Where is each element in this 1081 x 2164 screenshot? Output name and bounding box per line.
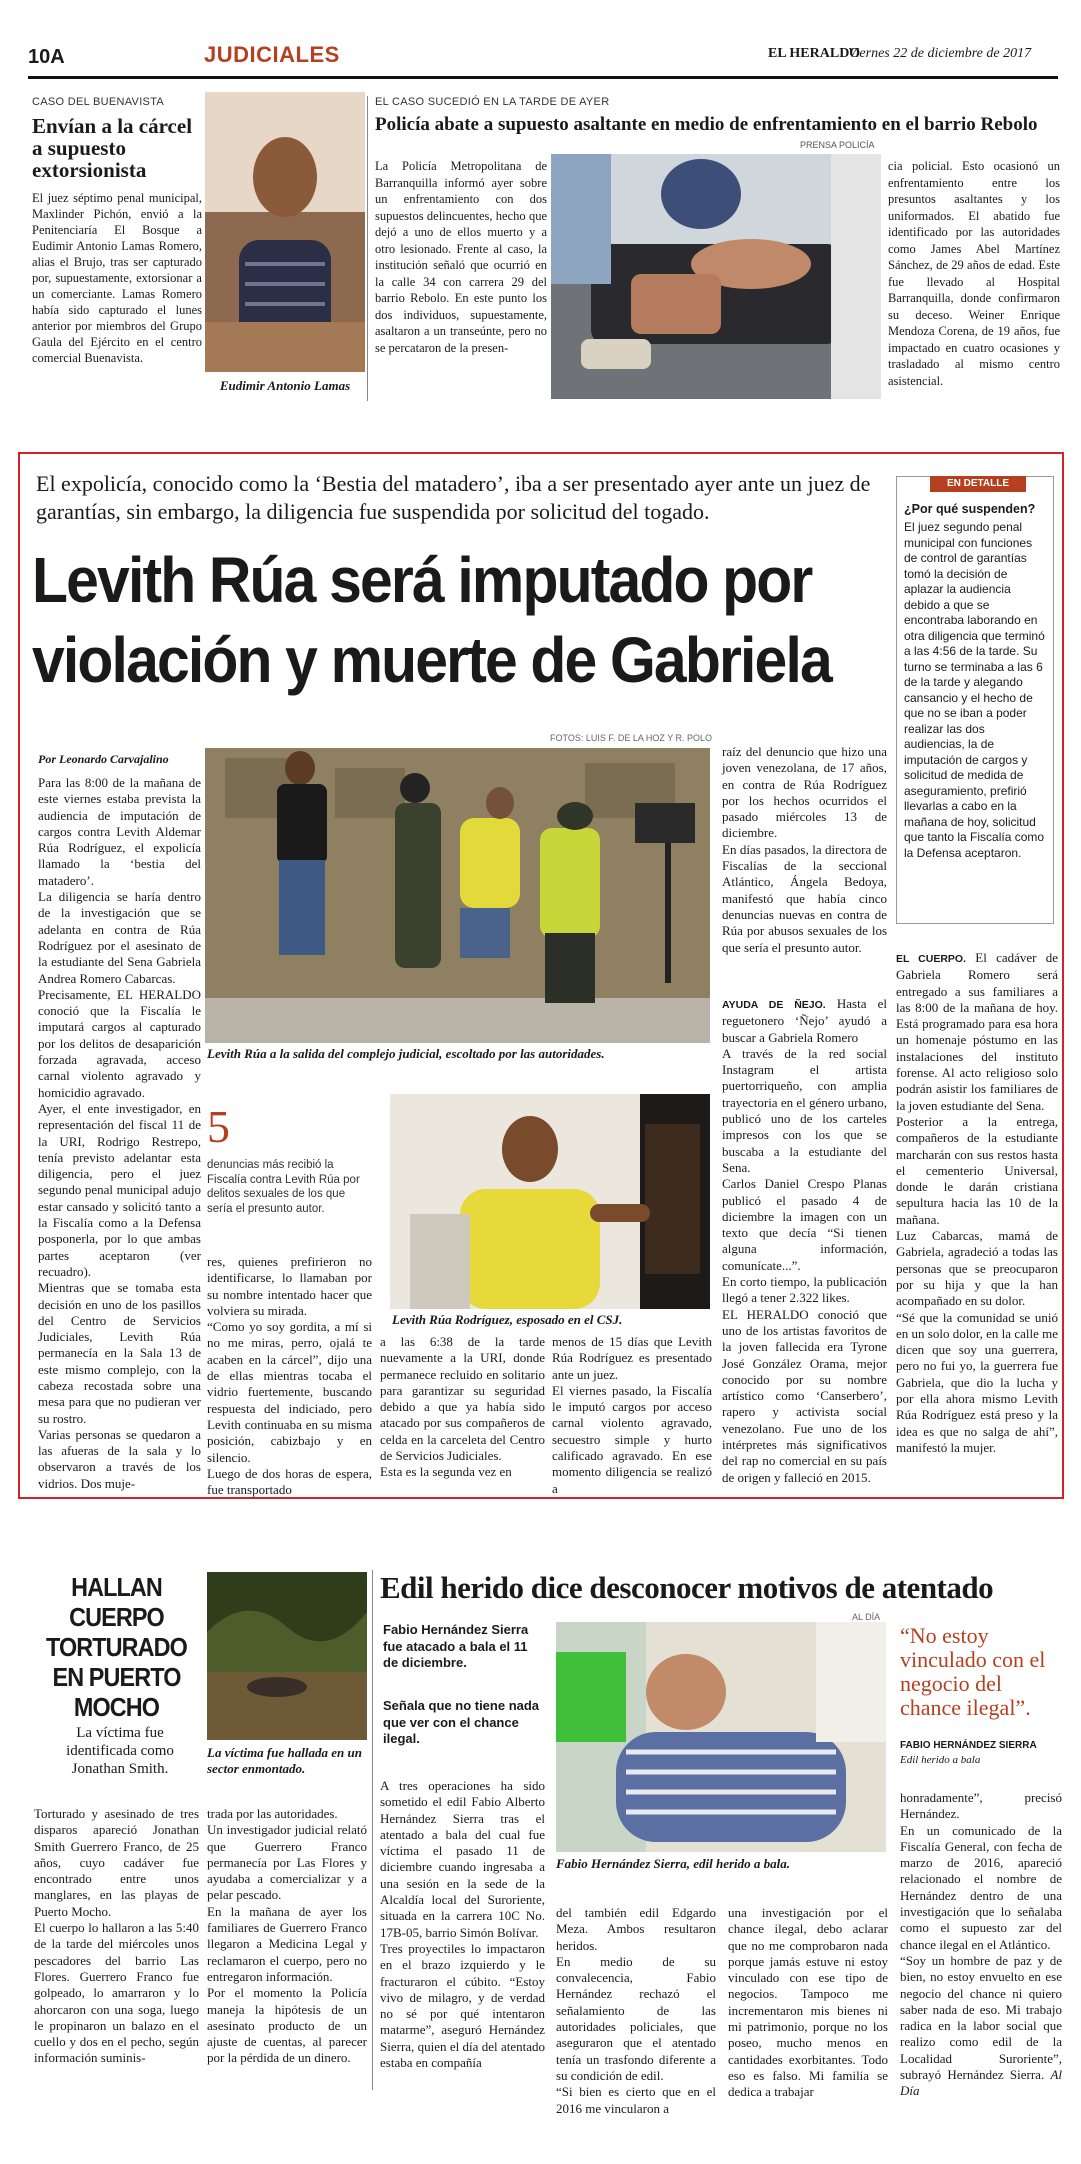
- story4-headline: Edil herido dice desconocer motivos de atentado: [380, 1570, 994, 1605]
- col4-text: honradamente”, precisó Hernández. En un comunicado de la Fiscalía General, con fecha de marzo de 2016, apareció relacionado el nombre de Hernández dentro de una investigación que lo señalaba como el supuesto zar del chance ilegal en el Atlántico. “Soy un hombre de paz y de bien, no estoy envuelto en ese negocio del chance ni quiero saber nada de eso. Mi trabajo radica en la labor social que realizo como edil de la Localidad Suroriente”, subrayó Hernández Sierra.: [900, 1790, 1062, 2083]
- story2-kicker: EL CASO SUCEDIÓ EN LA TARDE DE AYER: [375, 96, 610, 108]
- photo1-caption: Levith Rúa a la salida del complejo judicial, escoltado por las autoridades.: [207, 1046, 605, 1061]
- story3-col1: Torturado y asesinado de tres disparos apareció Jonathan Smith Guerrero Franco, de 25 años, cuyo cadáver fue encontrado entre unos manglares, en las playas de Puerto Mocho. El cuerpo lo hallaron a las 5:40 de la tarde del miércoles unos pescadores del barrio Las Flores. Guerrero Franco fue golpeado, lo amarraron y lo ahorcaron con una soga, luego le propinaron un balazo en el cuello y dos en el pecho, según información suminis-: [34, 1806, 199, 2066]
- story4-col4: [900, 1790, 1063, 2099]
- stat-number: 5: [207, 1101, 230, 1152]
- story4-col1: A tres operaciones ha sido sometido el edil Fabio Alberto Hernández Sierra tras el atentado a bala del cual fue víctima el pasado 11 de diciembre cuando ingresaba a una sesión en la sede de la Alcaldía local del Suroriente, situada en la carrera 10C No. 17B-05, barrio Simón Bolívar. Tres proyectiles lo impactaron en el brazo izquierdo y le fracturaron el cúbito. “Estoy vivo de milagro, y de verdad no sé por qué intentaron matarme”, aseguró Hernández Sierra, quien el día del atentado estaba en compañía: [380, 1778, 545, 2071]
- col-divider-bottom: [372, 1570, 373, 2090]
- story3-headline: HALLAN CUERPO TORTURADO EN PUERTO MOCHO: [46, 1572, 187, 1722]
- sidebar-body: El juez segundo penal municipal con funciones de control de garantías tomó la decisión de aplazar la audiencia debido a que se encontraba laborando en otra diligencia que terminó a las 4:56 de la tarde. Su turno se terminaba a las 6 de la tarde y alegando cansancio y el hecho de que no se iban a poder realizar las dos audiencias, la de imputación de cargos y solicitud de medida de aseguramiento, prefirió llevarlas a cabo en la mañana de hoy, solicitud que tanto la Fiscalía como la Defensa aceptaron.: [904, 520, 1045, 860]
- story2-credit: PRENSA POLICÍA: [800, 140, 875, 150]
- story4-photo: [556, 1622, 886, 1852]
- story3-photo: [207, 1572, 367, 1740]
- feature-col5-bottom: [722, 996, 887, 1490]
- col6-text: El cadáver de Gabriela Romero será entregado a sus familiares a las 8:00 de la mañana de hoy. Está programado para esa hora un homenaje póstumo en las instalaciones del instituto forense. Al acto religioso solo podrán asistir los familiares de la joven estudiante del Sena. Posterior a la entrega, compañeros de la estudiante marcharán con sus restos hasta el cementerio Universal, donde le darán cristiana sepultura hacia las 10 de la mañana. Luz Cabarcas, mamá de Gabriela, agradeció a todas las personas que se preocuparon por su hija y que la han acompañado en su dolor. “Sé que la comunidad se unió en un solo dolor, en la calle me dicen que soy una guerrera, pero no fui yo, la guerrera fue Gabriela, que dio la lucha y por ella ahora mismo Levith Rúa Rodríguez está preso y la idea es que no salga de ahí”, manifestó la mujer.: [896, 950, 1059, 1455]
- feature-photo1: [205, 748, 710, 1043]
- photo-credit: FOTOS: LUIS F. DE LA HOZ Y R. POLO: [550, 733, 713, 743]
- quote-role: Edil herido a bala: [900, 1754, 981, 1766]
- subhead-cuerpo: EL CUERPO.: [896, 953, 966, 965]
- paper-name: EL HERALDO: [768, 46, 861, 61]
- section-name: JUDICIALES: [204, 42, 340, 67]
- story2-body-left: La Policía Metropolitana de Barranquilla informó ayer sobre un enfrentamiento con dos supuestos delincuentes, hecho que dejó a uno de ellos muerto y a otro lesionado. Frente al caso, la institución señaló que ocurrió en la calle 34 con carrera 29 del barrio Rebolo. En este punto los dos individuos, supuestamente, asaltaron a un transeúnte, pero no se percataron de la presen-: [375, 159, 547, 355]
- sidebar-tag: EN DETALLE: [930, 476, 1026, 492]
- quote-name: FABIO HERNÁNDEZ SIERRA: [900, 1740, 1037, 1751]
- story3-deck: La víctima fue identificada como Jonathan Smith.: [66, 1725, 174, 1777]
- story1-caption: Eudimir Antonio Lamas: [219, 378, 351, 393]
- story3-col2: trada por las autoridades. Un investigador judicial relató que Guerrero Franco permanecía por Las Flores y ayudaba a comercializar y a pelar pescado. En la mañana de ayer los familiares de Guerrero Franco llegaron a Medicina Legal y reclamaron el cuerpo, pero no entregaron información. Por el momento la Policía maneja la hipótesis de un asesinato producto de un ajuste de cuentas, al parecer por la pérdida de un dinero.: [207, 1806, 367, 2066]
- byline: Por Leonardo Carvajalino: [38, 752, 169, 766]
- feature-col1: Para las 8:00 de la mañana de este viernes estaba prevista la audiencia de imputación de cargos contra Levith Aldemar Rúa Rodríguez, el expolicía llamado la ‘bestia del matadero’. La diligencia se haría dentro de la investigación que se adelanta en contra de Rúa Rodríguez por el asesinato de la estudiante del Sena Gabriela Andrea Romero Cabarcas. Precisamente, EL HERALDO conoció que la Fiscalía le imputará cargos al capturado por los delitos de desaparición forzada agravada, acceso carnal violento agravado y homicidio agravado. Ayer, el ente investigador, en representación del fiscal 11 de la URI, Rodrigo Restrepo, tenía previsto adelantar esta diligencia, pero el juez segundo penal municipal adujo estar cansado y solicitó tanto a la Fiscalía como a la Defensa posponerla, por lo que ambas partes aceptaron (ver recuadro). Mientras que se tomaba esta decisión en uno de los pasillos del Centro de Servicios Judiciales, Levith Rúa permanecía en la Sala 13 de este mismo complejo, con la cabeza recostada sobre una mesa para que no pudieran ver su rostro. Varias personas se quedaron a las afueras de la sala y lo observaron a través de los vidrios. Dos muje-: [38, 775, 201, 1491]
- feature-col5-top: raíz del denuncio que hizo una joven venezolana, de 17 años, en contra de Rúa Rodríguez por los hechos ocurridos el pasado miércoles 13 de diciembre. En días pasados, la directora de Fiscalías de la seccional Atlántico, Ángela Bedoya, manifestó que había cinco denuncias nuevas en contra de Rúa por abusos sexuales de los que sería el presunto autor.: [722, 744, 887, 955]
- story2-photo: [551, 154, 881, 399]
- feature-col4: menos de 15 días que Levith Rúa Rodríguez es presentado ante un juez. El viernes pasado, la Fiscalía le imputó cargos por acceso carnal violento agravado, secuestro simple y hurto calificado agravado. En ese momento diligencia se realizó a: [552, 1334, 712, 1496]
- feature-deck: El expolicía, conocido como la ‘Bestia del matadero’, iba a ser presentado ayer ante un juez de garantías, sin embargo, la diligencia fue suspendida por solicitud del togado.: [36, 471, 871, 524]
- signoff: Al Día: [900, 2067, 1063, 2099]
- feature-col2: res, quienes prefirieron no identificarse, lo llamaban por su nombre intentado hacer que volviera su mirada. “Como yo soy gordita, a mí si no me miras, perro, ojalá te acaben en la cárcel”, dijo una de ellas mientras tocaba el vidrio fuertemente, buscando respuesta del indiciado, pero Levith continuaba en su misma posición, cabizbajo y en silencio. Luego de dos horas de espera, fue transportado: [207, 1254, 372, 1498]
- story4-summary2: Señala que no tiene nada que ver con el chance ilegal.: [383, 1698, 540, 1746]
- story2-headline: Policía abate a supuesto asaltante en medio de enfrentamiento en el barrio Rebolo: [375, 114, 1038, 135]
- story4-summary1: Fabio Hernández Sierra fue atacado a bala el 11 de diciembre.: [383, 1622, 529, 1670]
- photo2-caption: Levith Rúa Rodríguez, esposado en el CSJ.: [392, 1312, 623, 1327]
- col-divider: [367, 96, 368, 401]
- page-number: 10A: [28, 46, 65, 68]
- story2-body-right: cia policial. Esto ocasionó un enfrentamiento entre los presuntos asaltantes y los uniformados. El abatido fue identificado por las autoridades como James Abel Martínez Sánchez, de 29 años de edad. Este fue llevado al Hospital Barranquilla, donde confirmaron su deceso. Weiner Enrique Mendoza Corena, de 19 años, fue impactado en cuatro ocasiones y trasladado al mismo centro asistencial.: [888, 159, 1060, 388]
- story1-headline: Envían a la cárcel a supuesto extorsionista: [32, 114, 193, 182]
- sidebar-question: ¿Por qué suspenden?: [904, 502, 1036, 516]
- story1-body: El juez séptimo penal municipal, Maxlinder Pichón, envió a la Penitenciaría El Bosque a Eudimir Antonio Lamas Romero, alias el Brujo, tras ser capturado por, supuestamente, extorsionar a un comerciante. Lamas Romero había sido capturado el lunes anterior por miembros del Grupo Gaula del Ejército en el centro comercial Buenavista.: [32, 191, 202, 365]
- feature-photo2: [390, 1094, 710, 1309]
- story4-quote: “No estoy vinculado con el negocio del chance ilegal”.: [900, 1623, 1046, 1720]
- story1-kicker: CASO DEL BUENAVISTA: [32, 96, 165, 108]
- subhead-nejo: AYUDA DE ÑEJO.: [722, 999, 826, 1011]
- story3-caption: La víctima fue hallada en un sector enmontado.: [207, 1745, 362, 1776]
- story4-caption: Fabio Hernández Sierra, edil herido a bala.: [556, 1856, 791, 1871]
- story4-credit: AL DÍA: [852, 1612, 881, 1622]
- story4-col3: una investigación por el chance ilegal, debo aclarar que no me comprobaron nada porque jamás estuve ni estoy vinculado con ese tipo de negocios. Tampoco me incrementaron mis bienes ni mi patrimonio, porque no los poseo, mucho menos en cantidades exorbitantes. Todo eso es falso. Mi familia se dedica a trabajar: [728, 1905, 888, 2100]
- feature-col3: a las 6:38 de la tarde nuevamente a la URI, donde permanece recluido en solitario para garantizar su seguridad debido a que ya había sido atacado por sus compañeros de celda en la carceleta del Centro de Servicios Judiciales. Esta es la segunda vez en: [380, 1334, 545, 1480]
- feature-headline: Levith Rúa será imputado por violación y muerte de Gabriela: [32, 544, 831, 696]
- header-rule: [28, 76, 1058, 79]
- story1-photo: [205, 92, 365, 372]
- stat-text: denuncias más recibió la Fiscalía contra Levith Rúa por delitos sexuales de los que sería el presunto autor.: [207, 1159, 360, 1215]
- feature-col6: [896, 950, 1058, 1490]
- col5-text: Hasta el reguetonero ‘Ñejo’ ayudó a buscar a Gabriela Romero A través de la red social Instagram el artista puertorriqueño, con amplia trayectoria en el género urbano, publicó uno de los carteles impresos con los que se buscaba a la estudiante del Sena. Carlos Daniel Crespo Planas publicó el pasado 4 de diciembre la imagen con un texto que decía “Si tienen alguna información, comunícate...”. En corto tiempo, la publicación llegó a tener 2.322 likes. EL HERALDO conoció que uno de los artistas favoritos de la joven fallecida era Tyrone José González Orama, mejor conocido por su nombre artístico como ‘Canserbero’, rapero y activista social venezolano. Fue uno de los intérpretes más significativos del rap no comercial en su país de origen y falleció en 2015.: [722, 996, 887, 1485]
- issue-date: Viernes 22 de diciembre de 2017: [848, 46, 1032, 61]
- story4-col2: del también edil Edgardo Meza. Ambos resultaron heridos. En medio de su convalecencia, Fabio Hernández rechazó el señalamiento de las autoridades policiales, que aseguraron que el atentado tenía un trasfondo diferente a su condición de edil. “Si bien es cierto que en el 2016 me vincularon a: [556, 1905, 716, 2116]
